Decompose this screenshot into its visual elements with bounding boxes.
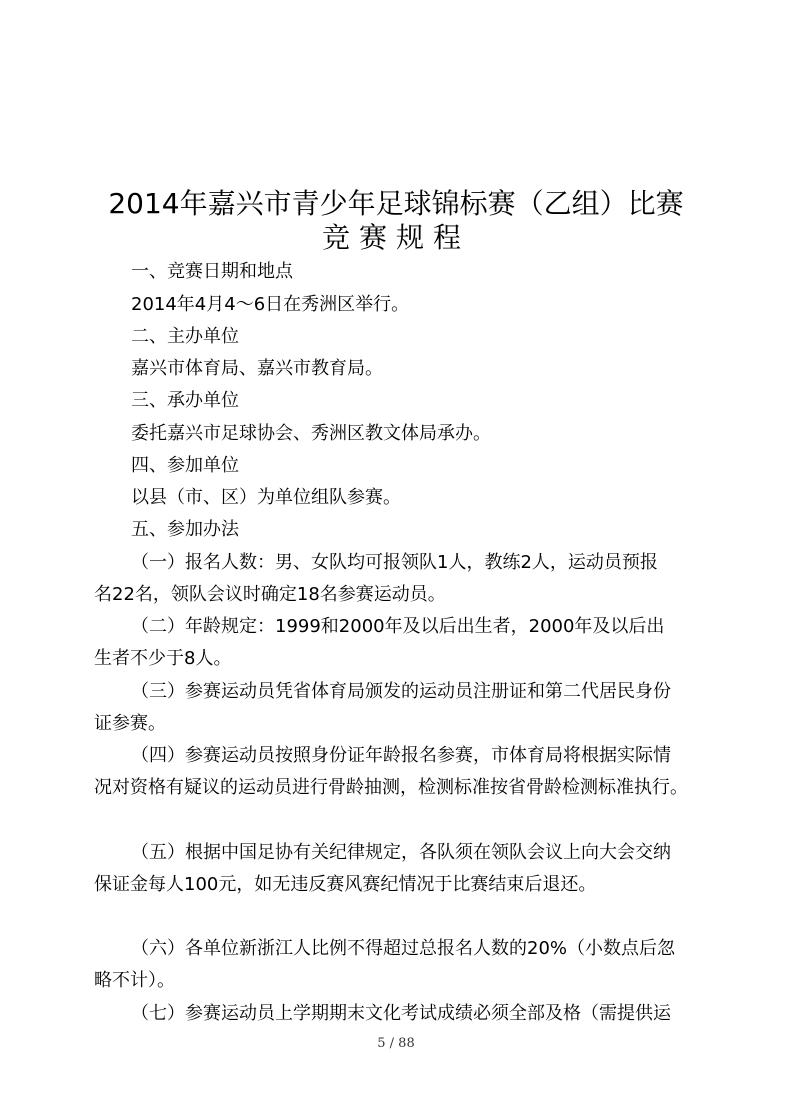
paragraph-bone-age-line2: 况对资格有疑议的运动员进行骨龄抽测，检测标准按省骨龄检测标准执行。 [94,777,688,798]
paragraph-ratio-line2: 略不计）。 [94,970,175,991]
paragraph-certificate-line1: （三）参赛运动员凭省体育局颁发的运动员注册证和第二代居民身份 [131,681,671,702]
paragraph-exam-line1: （七）参赛运动员上学期期末文化考试成绩必须全部及格（需提供运 [131,1003,671,1024]
page-number: 5 / 88 [377,1036,415,1051]
section-heading-organizer: 三、承办单位 [131,390,239,411]
document-title: 2014年嘉兴市青少年足球锦标赛（乙组）比赛 [108,187,684,220]
paragraph-bone-age-line1: （四）参赛运动员按照身份证年龄报名参赛，市体育局将根据实际情 [131,745,671,766]
paragraph-deposit-line1: （五）根据中国足协有关纪律规定，各队须在领队会议上向大会交纳 [131,842,671,863]
paragraph-deposit-line2: 保证金每人100元，如无违反赛风赛纪情况于比赛结束后退还。 [94,874,597,895]
section-body-organizer: 委托嘉兴市足球协会、秀洲区教文体局承办。 [131,423,491,444]
document-subtitle: 竞赛规程 [321,221,470,254]
paragraph-certificate-line2: 证参赛。 [94,713,166,734]
paragraph-ratio-line1: （六）各单位新浙江人比例不得超过总报名人数的20%（小数点后忽 [131,938,676,959]
section-body-host: 嘉兴市体育局、嘉兴市教育局。 [131,358,383,379]
paragraph-age-line2: 生者不少于8人。 [94,648,232,669]
paragraph-registration-line2: 名22名，领队会议时确定18名参赛运动员。 [94,584,446,605]
section-heading-host: 二、主办单位 [131,326,239,347]
paragraph-registration-line1: （一）报名人数：男、女队均可报领队1人，教练2人，运动员预报 [131,552,658,573]
section-body-date-venue: 2014年4月4～6日在秀洲区举行。 [131,294,410,315]
section-heading-date-venue: 一、竞赛日期和地点 [131,261,293,282]
paragraph-age-line1: （二）年龄规定：1999和2000年及以后出生者，2000年及以后出 [131,616,665,637]
section-heading-method: 五、参加办法 [131,519,239,540]
section-heading-participants: 四、参加单位 [131,455,239,476]
section-body-participants: 以县（市、区）为单位组队参赛。 [131,487,401,508]
